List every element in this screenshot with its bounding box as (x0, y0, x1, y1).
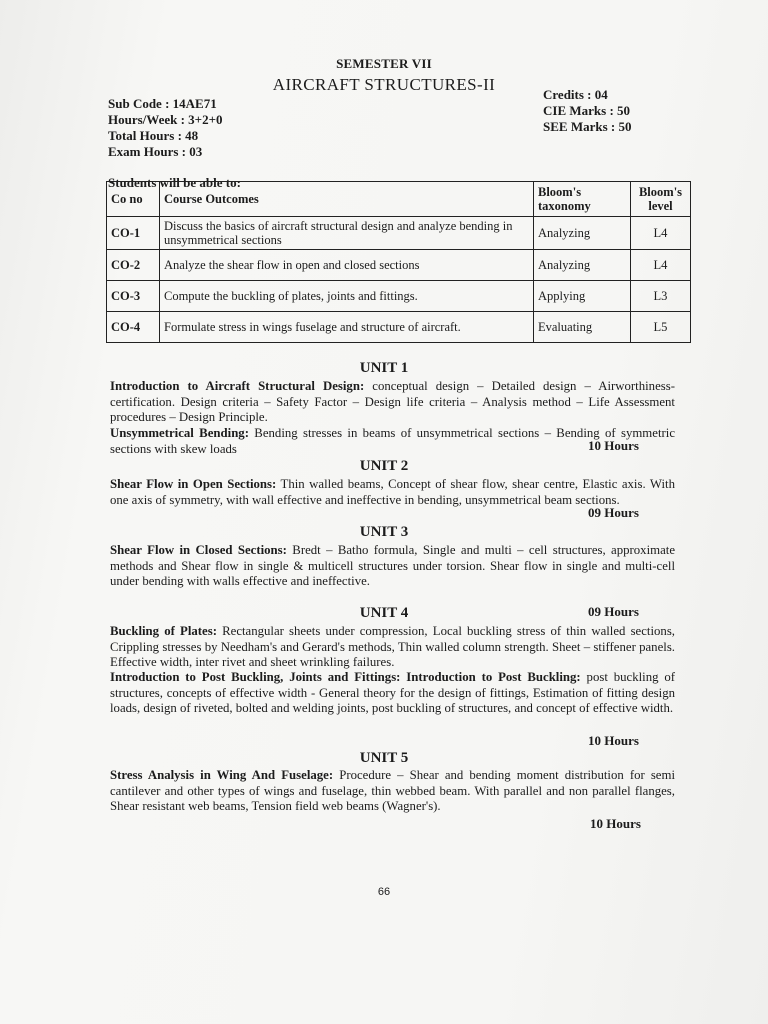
co-taxonomy: Evaluating (534, 312, 631, 343)
co-outcome: Analyze the shear flow in open and closed sections (160, 250, 534, 281)
course-meta-right (543, 87, 631, 135)
unit-2-heading: UNIT 2 (359, 458, 409, 474)
co-level: L5 (631, 312, 691, 343)
table-header-row (107, 182, 691, 217)
page-number: 66 (377, 886, 391, 898)
course-meta-left (108, 96, 222, 160)
unit-1-text-2: Bending stresses in beams of unsymmetrical sections – Bending of symmetric sections with skew loads (110, 426, 675, 456)
unit-4-heading: UNIT 4 (359, 605, 409, 621)
unit-3-hours: 09 Hours (588, 604, 639, 619)
co-number: CO-3 (107, 281, 160, 312)
co-outcome: Formulate stress in wings fuselage and structure of aircraft. (160, 312, 534, 343)
unit-3-heading: UNIT 3 (359, 524, 409, 540)
unit-4-hours: 10 Hours (588, 733, 639, 748)
course-outcomes-table (106, 181, 691, 343)
unit-3-text: Bredt – Batho formula, Single and multi – cell structures, approximate methods and Shear flow in single & multicell structures under torsion. Shear flow in single and multi-cell under bending with walls effective and ineffective. (110, 543, 675, 588)
course-title: AIRCRAFT STRUCTURES-II (272, 75, 496, 94)
unit-3-topic: Shear Flow in Closed Sections: (110, 543, 287, 557)
unit-5-paragraph (110, 768, 675, 815)
co-level: L4 (631, 217, 691, 250)
exam-hours: Exam Hours : 03 (108, 144, 203, 159)
outcomes-intro: Students will be able to: (108, 175, 241, 190)
header-blooms-level: Bloom's level (631, 182, 691, 217)
co-taxonomy: Analyzing (534, 250, 631, 281)
table-row (107, 281, 691, 312)
table-row (107, 312, 691, 343)
unit-5-hours: 10 Hours (590, 816, 641, 831)
cie-marks: CIE Marks : 50 (543, 103, 631, 118)
unit-1-topic-2: Unsymmetrical Bending: (110, 426, 249, 440)
unit-1-heading: UNIT 1 (359, 360, 409, 376)
unit-1-text-1: conceptual design – Detailed design – Airworthiness- certification. Design criteria – Safety Factor – Design life criteria – Analysis method – Life Assessment procedures – Design Principle. (110, 379, 675, 424)
unit-4-paragraph-2 (110, 670, 675, 717)
semester-label: SEMESTER VII (336, 56, 432, 71)
unit-1-hours: 10 Hours (588, 438, 639, 453)
see-marks: SEE Marks : 50 (543, 119, 632, 134)
header-course-outcomes: Course Outcomes (160, 182, 534, 217)
credits: Credits : 04 (543, 87, 608, 102)
co-taxonomy: Analyzing (534, 217, 631, 250)
unit-2-hours: 09 Hours (588, 505, 639, 520)
unit-1-paragraph-1 (110, 379, 675, 426)
unit-1-topic-1: Introduction to Aircraft Structural Design: (110, 379, 365, 393)
unit-2-paragraph (110, 477, 675, 508)
unit-4-text-2: post buckling of structures, concepts of effective width - General theory for the design of fittings, Estimation of fitting design loads, design of riveted, bolted and welding joints, post buckling of structures, and concept of effective width. (110, 670, 675, 715)
unit-3-paragraph (110, 543, 675, 590)
unit-4-text-1: Rectangular sheets under compression, Local buckling stress of thin walled sections, Crippling stresses by Needham's and Gerard's methods, Thin walled column strength. Sheet – stiffener panels. Effective width, inter rivet and sheet wrinkling failures. (110, 624, 676, 669)
co-level: L3 (631, 281, 691, 312)
unit-4-paragraph-1 (110, 624, 675, 671)
unit-4-topic-2: Introduction to Post Buckling, Joints and Fittings: Introduction to Post Buckling: (110, 670, 581, 684)
unit-4-topic-1: Buckling of Plates: (110, 624, 217, 638)
co-outcome: Compute the buckling of plates, joints and fittings. (160, 281, 534, 312)
total-hours: Total Hours : 48 (108, 128, 199, 143)
sub-code: Sub Code : 14AE71 (108, 96, 217, 111)
co-number: CO-2 (107, 250, 160, 281)
co-taxonomy: Applying (534, 281, 631, 312)
co-number: CO-4 (107, 312, 160, 343)
co-outcome: Discuss the basics of aircraft structural design and analyze bending in unsymmetrical sections (160, 217, 534, 250)
unit-5-topic: Stress Analysis in Wing And Fuselage: (110, 768, 334, 782)
unit-5-heading: UNIT 5 (359, 750, 409, 766)
unit-5-text: Procedure – Shear and bending moment distribution for semi cantilever and other types of wings and fuselage, thin webbed beam. With parallel and non parallel flanges, Shear resistant web beams, Tension field web beams (Wagner's). (110, 768, 675, 813)
table-row (107, 250, 691, 281)
unit-2-text: Thin walled beams, Concept of shear flow, shear centre, Elastic axis. With one axis of symmetry, with wall effective and ineffective in bending, unsymmetrical beam sections. (110, 477, 675, 507)
co-number: CO-1 (107, 217, 160, 250)
hours-per-week: Hours/Week : 3+2+0 (108, 112, 223, 127)
header-co-no: Co no (107, 182, 160, 217)
header-blooms-taxonomy: Bloom's taxonomy (534, 182, 631, 217)
unit-2-topic: Shear Flow in Open Sections: (110, 477, 277, 491)
co-level: L4 (631, 250, 691, 281)
table-row (107, 217, 691, 250)
